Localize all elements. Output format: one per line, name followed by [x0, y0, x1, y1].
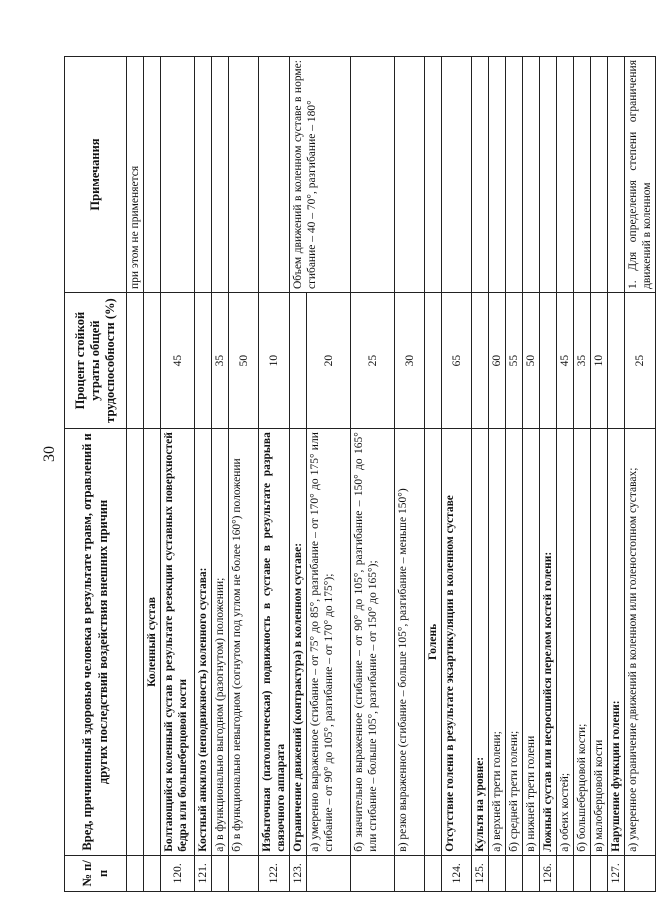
row-text: а) верхней трети голени;	[489, 429, 506, 856]
page-number: 30	[41, 446, 58, 462]
row-percent: 10	[259, 293, 290, 429]
table-row	[212, 57, 229, 892]
table-row	[591, 57, 608, 892]
header-harm: Вред, причиненный здоровью человека в результате травм, отравлений и других последствий воздействия внешних причин	[65, 429, 127, 856]
row-percent: 55	[506, 293, 523, 429]
section-row	[425, 57, 442, 892]
table-row	[351, 57, 395, 892]
carry-over-note: при этом не применяется	[127, 57, 144, 293]
table-row	[523, 57, 540, 892]
row-note: Объем движений в коленном суставе в норме: сгибание – 40 – 70°, разгибание – 180°	[290, 57, 351, 293]
header-num: № п/п	[65, 855, 127, 891]
table-row	[127, 57, 144, 892]
row-percent: 50	[229, 293, 259, 429]
row-number: 120.	[161, 855, 195, 891]
table-row	[625, 57, 656, 892]
section-knee: Коленный сустав	[144, 429, 161, 856]
section-shin: Голень	[425, 429, 442, 856]
row-number: 123.	[290, 855, 307, 891]
row-percent: 35	[574, 293, 591, 429]
table-row	[489, 57, 506, 892]
row-percent: 35	[212, 293, 229, 429]
table-row	[540, 57, 557, 892]
table-row	[574, 57, 591, 892]
row-text: а) умеренно выраженное (сгибание – от 75° до 85°, разгибание – от 170° до 175° или сгибание – от 90° до 105°, разгибание – от 170° до 175°);	[307, 429, 351, 856]
row-text: б) большеберцовой кости;	[574, 429, 591, 856]
row-number: 126.	[540, 855, 557, 891]
table-row	[161, 57, 195, 892]
row-text: Костный анкилоз (неподвижность) коленного сустава:	[195, 429, 212, 856]
row-text: Ложный сустав или несросшийся перелом костей голени:	[540, 429, 557, 856]
row-text: Болтающийся коленный сустав в результате резекции суставных поверхностей бедра или большеберцовой кости	[161, 429, 195, 856]
row-text: а) умеренное ограничение движений в коленном или голеностопном суставах;	[625, 429, 656, 856]
row-number: 125.	[472, 855, 489, 891]
row-number: 122.	[259, 855, 290, 891]
row-text: Отсутствие голени в результате экзартикуляции в коленном суставе	[442, 429, 472, 856]
table-row	[506, 57, 523, 892]
row-text: Ограничение движений (контрактура) в коленном суставе:	[290, 429, 307, 856]
row-note: 1. Для определения степени ограничения движений в коленном	[625, 57, 656, 293]
row-percent: 45	[161, 293, 195, 429]
table-row	[290, 57, 307, 892]
table-row	[557, 57, 574, 892]
row-text: а) в функционально выгодном (разогнутом) положении;	[212, 429, 229, 856]
table-row	[472, 57, 489, 892]
row-percent: 25	[625, 293, 656, 429]
row-percent: 60	[489, 293, 506, 429]
row-text: Избыточная (патологическая) подвижность в суставе в результате разрыва связочного аппарата	[259, 429, 290, 856]
row-percent: 10	[591, 293, 608, 429]
row-text: б) значительно выраженное (сгибание – от 90° до 105°, разгибание – 150° до 165° или сгибание – больше 105°, разгибание – от 150° до 165°);	[351, 429, 395, 856]
table-row	[442, 57, 472, 892]
section-row	[144, 57, 161, 892]
row-percent: 30	[395, 293, 425, 429]
table-row	[259, 57, 290, 892]
header-notes: Примечания	[65, 57, 127, 293]
row-number: 127.	[608, 855, 625, 891]
row-percent: 50	[523, 293, 540, 429]
injury-table	[64, 56, 656, 892]
row-text: Нарушение функции голени:	[608, 429, 625, 856]
row-text: в) малоберцовой кости	[591, 429, 608, 856]
table-row	[395, 57, 425, 892]
row-number: 121.	[195, 855, 212, 891]
row-text: в) резко выраженное (сгибание – больше 105°, разгибание – меньше 150°)	[395, 429, 425, 856]
table-header-row	[65, 57, 127, 892]
row-number: 124.	[442, 855, 472, 891]
row-percent: 25	[351, 293, 395, 429]
row-text: в) нижней трети голени	[523, 429, 540, 856]
row-text: б) средней трети голени;	[506, 429, 523, 856]
row-percent: 65	[442, 293, 472, 429]
table-row	[229, 57, 259, 892]
row-text: а) обеих костей;	[557, 429, 574, 856]
row-text: Культя на уровне:	[472, 429, 489, 856]
rotated-page	[64, 56, 654, 892]
table-row	[608, 57, 625, 892]
table-row	[195, 57, 212, 892]
row-percent: 20	[307, 293, 351, 429]
header-percent: Процент стойкой утраты общей трудоспособности (%)	[65, 293, 127, 429]
row-text: б) в функционально невыгодном (согнутом под углом не более 160°) положении	[229, 429, 259, 856]
row-percent: 45	[557, 293, 574, 429]
